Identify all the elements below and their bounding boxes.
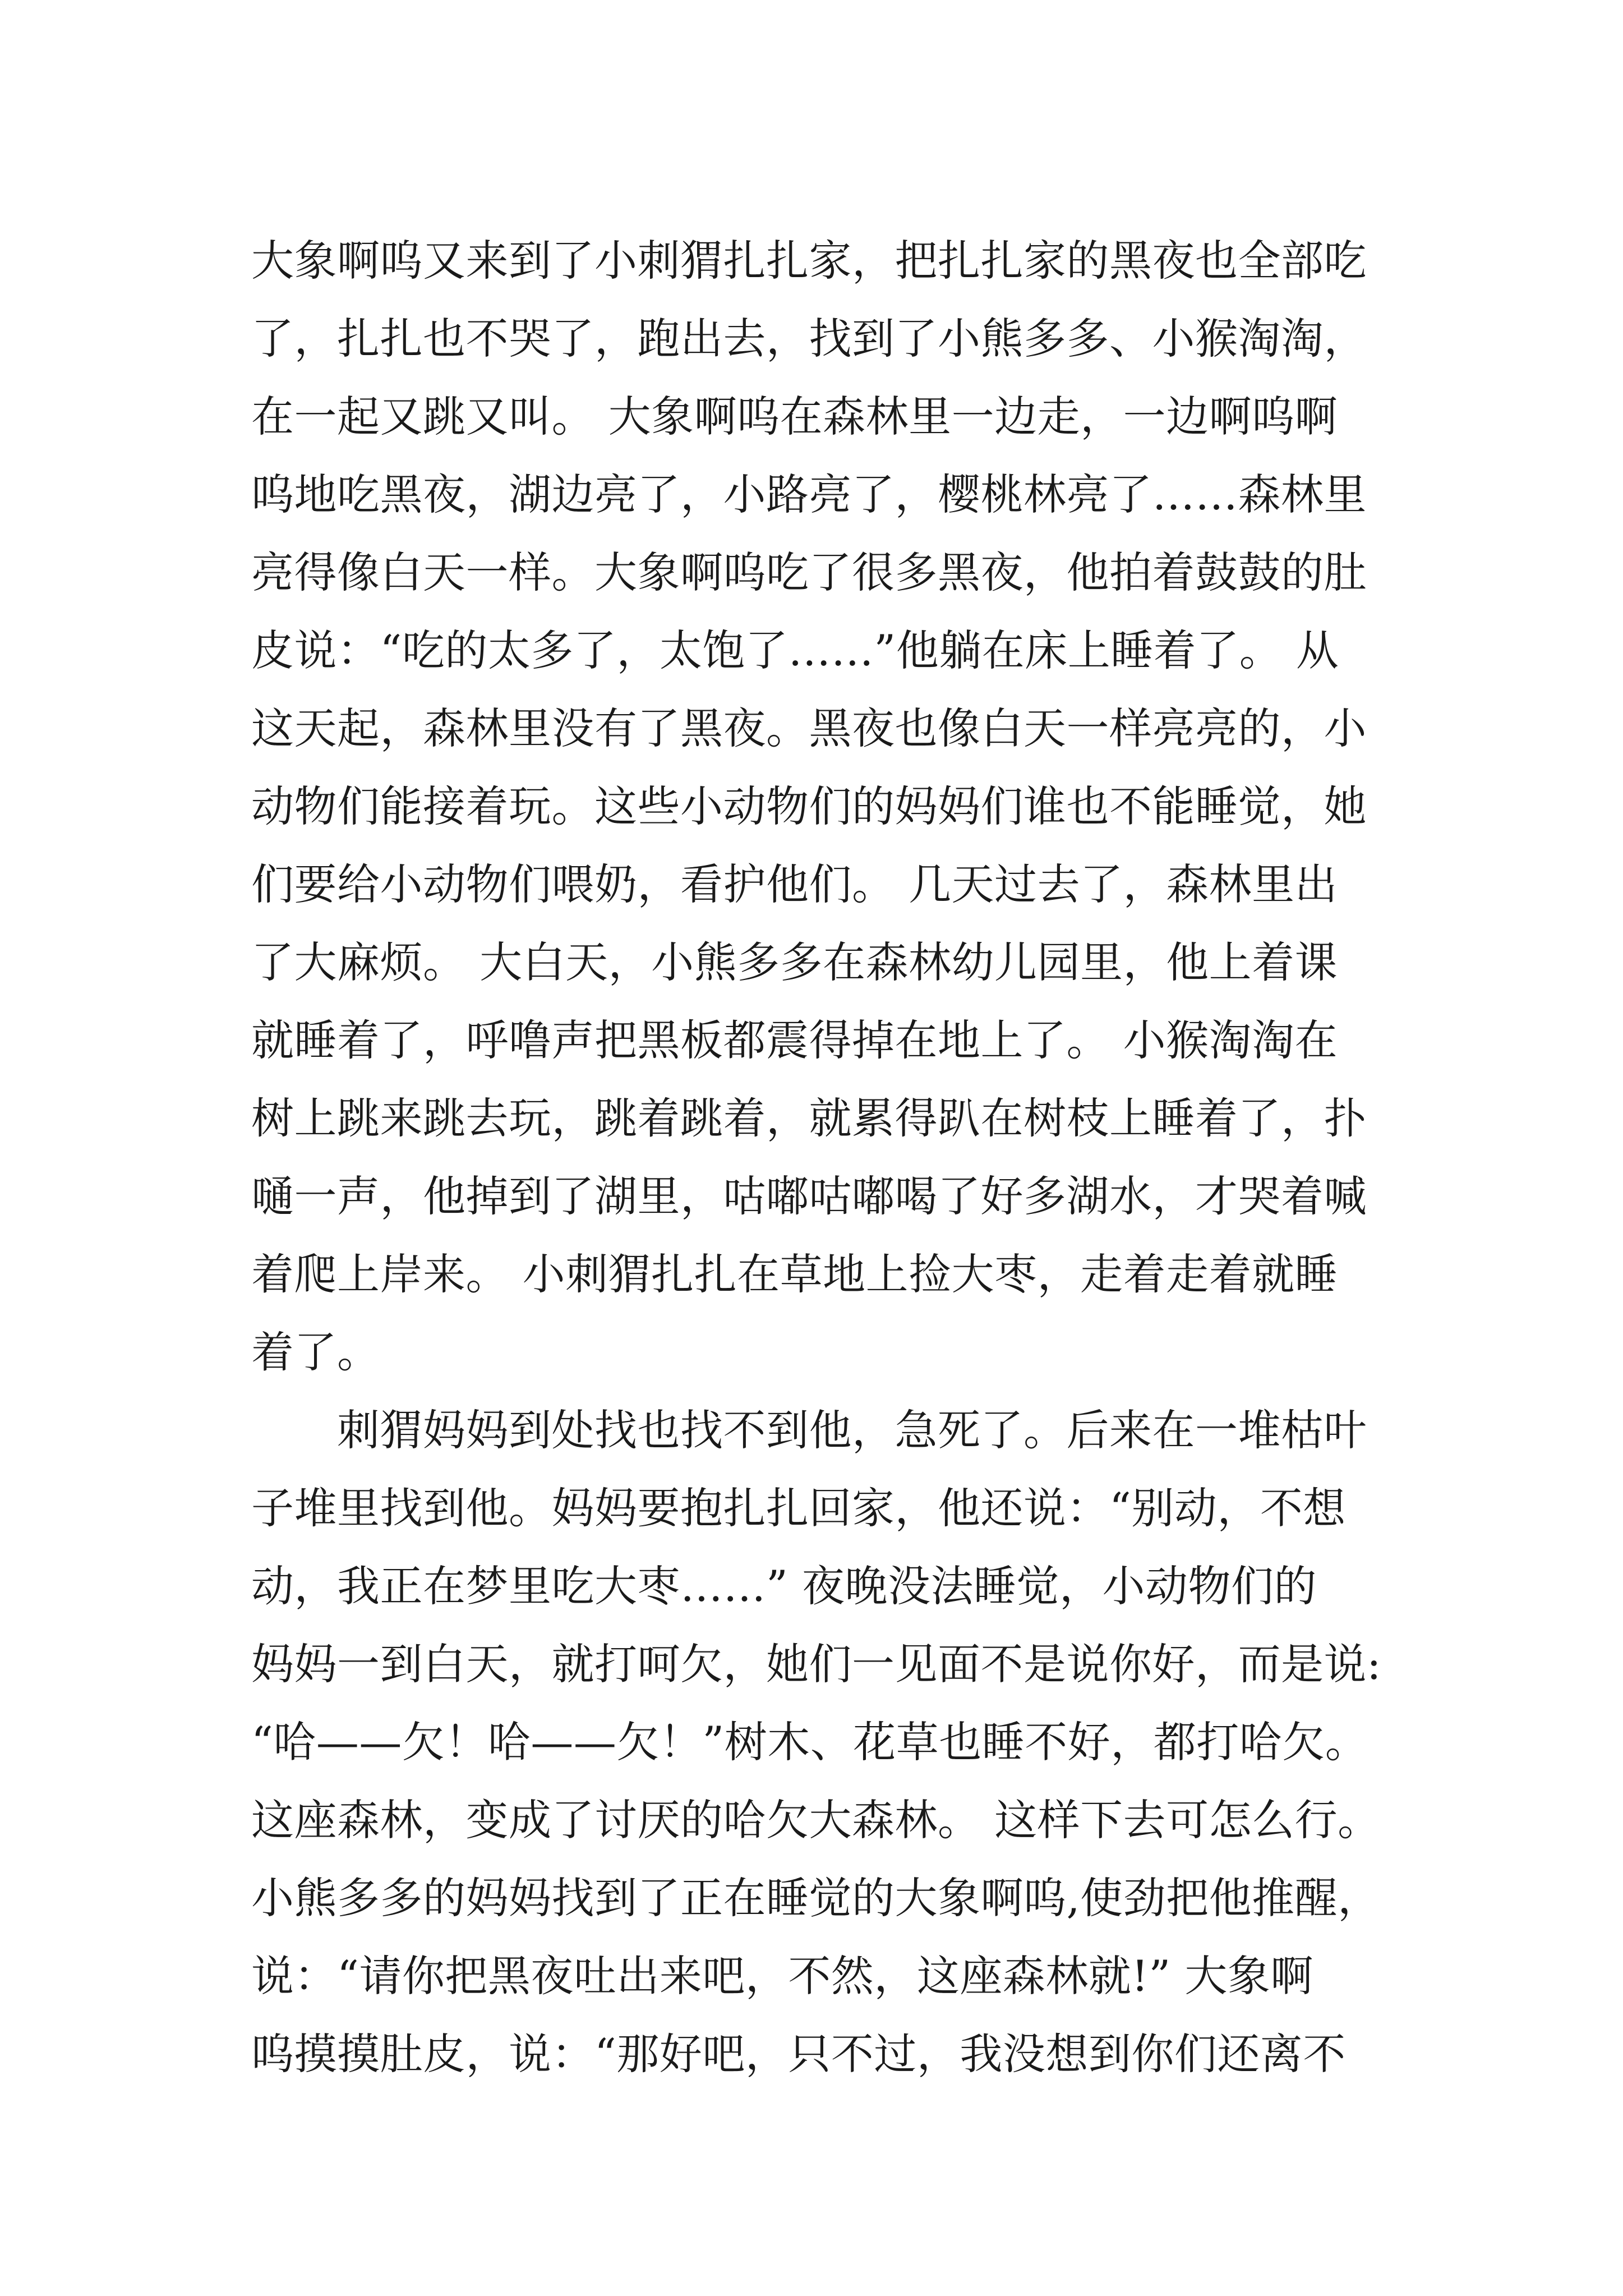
text-line: 就睡着了，呼噜声把黑板都震得掉在地上了。 小猴淘淘在 — [251, 1015, 1338, 1065]
text-line: 小熊多多的妈妈找到了正在睡觉的大象啊呜,使劲把他推醒， — [251, 1873, 1381, 1923]
text-line: 嗵一声，他掉到了湖里，咕嘟咕嘟喝了好多湖水，才哭着喊 — [251, 1171, 1367, 1221]
text-line: 呜摸摸肚皮，说：“那好吧，只不过，我没想到你们还离不 — [251, 2029, 1346, 2079]
text-line: 这座森林，变成了讨厌的哈欠大森林。 这样下去可怎么行。 — [251, 1795, 1381, 1845]
text-line: 在一起又跳又叫。 大象啊呜在森林里一边走，一边啊呜啊 — [251, 392, 1338, 441]
text-line: 子堆里找到他。妈妈要抱扎扎回家，他还说：“别动，不想 — [251, 1483, 1346, 1533]
text-line: 了，扎扎也不哭了，跑出去，找到了小熊多多、小猴淘淘， — [251, 314, 1367, 364]
text-line: 大象啊呜又来到了小刺猬扎扎家，把扎扎家的黑夜也全部吃 — [251, 236, 1367, 286]
text-line: 说：“请你把黑夜吐出来吧，不然，这座森林就!” 大象啊 — [251, 1951, 1313, 2001]
text-line: 着了。 — [251, 1327, 380, 1377]
text-line: 皮说：“吃的太多了，太饱了……”他躺在床上睡着了。 从 — [251, 625, 1339, 675]
text-line: 着爬上岸来。 小刺猬扎扎在草地上捡大枣，走着走着就睡 — [251, 1249, 1338, 1299]
text-line: 动物们能接着玩。这些小动物们的妈妈们谁也不能睡觉，她 — [251, 781, 1367, 831]
text-line: 这天起，森林里没有了黑夜。黑夜也像白天一样亮亮的，小 — [251, 703, 1367, 753]
text-line: “哈——欠！哈——欠！”树木、花草也睡不好，都打哈欠。 — [251, 1717, 1368, 1767]
text-line: 动，我正在梦里吃大枣……” 夜晚没法睡觉，小动物们的 — [251, 1561, 1317, 1611]
text-line: 妈妈一到白天，就打呵欠，她们一见面不是说你好，而是说: — [251, 1639, 1382, 1689]
text-line: 了大麻烦。 大白天，小熊多多在森林幼儿园里，他上着课 — [251, 937, 1338, 987]
text-line: 们要给小动物们喂奶，看护他们。 几天过去了，森林里出 — [251, 859, 1338, 909]
text-line: 呜地吃黑夜，湖边亮了，小路亮了，樱桃林亮了……森林里 — [251, 470, 1367, 519]
text-line: 刺猬妈妈到处找也找不到他，急死了。后来在一堆枯叶 — [251, 1405, 1367, 1455]
story-text-body — [251, 222, 1395, 2093]
text-line: 树上跳来跳去玩，跳着跳着，就累得趴在树枝上睡着了，扑 — [251, 1093, 1367, 1143]
text-line: 亮得像白天一样。大象啊呜吃了很多黑夜，他拍着鼓鼓的肚 — [251, 547, 1367, 597]
